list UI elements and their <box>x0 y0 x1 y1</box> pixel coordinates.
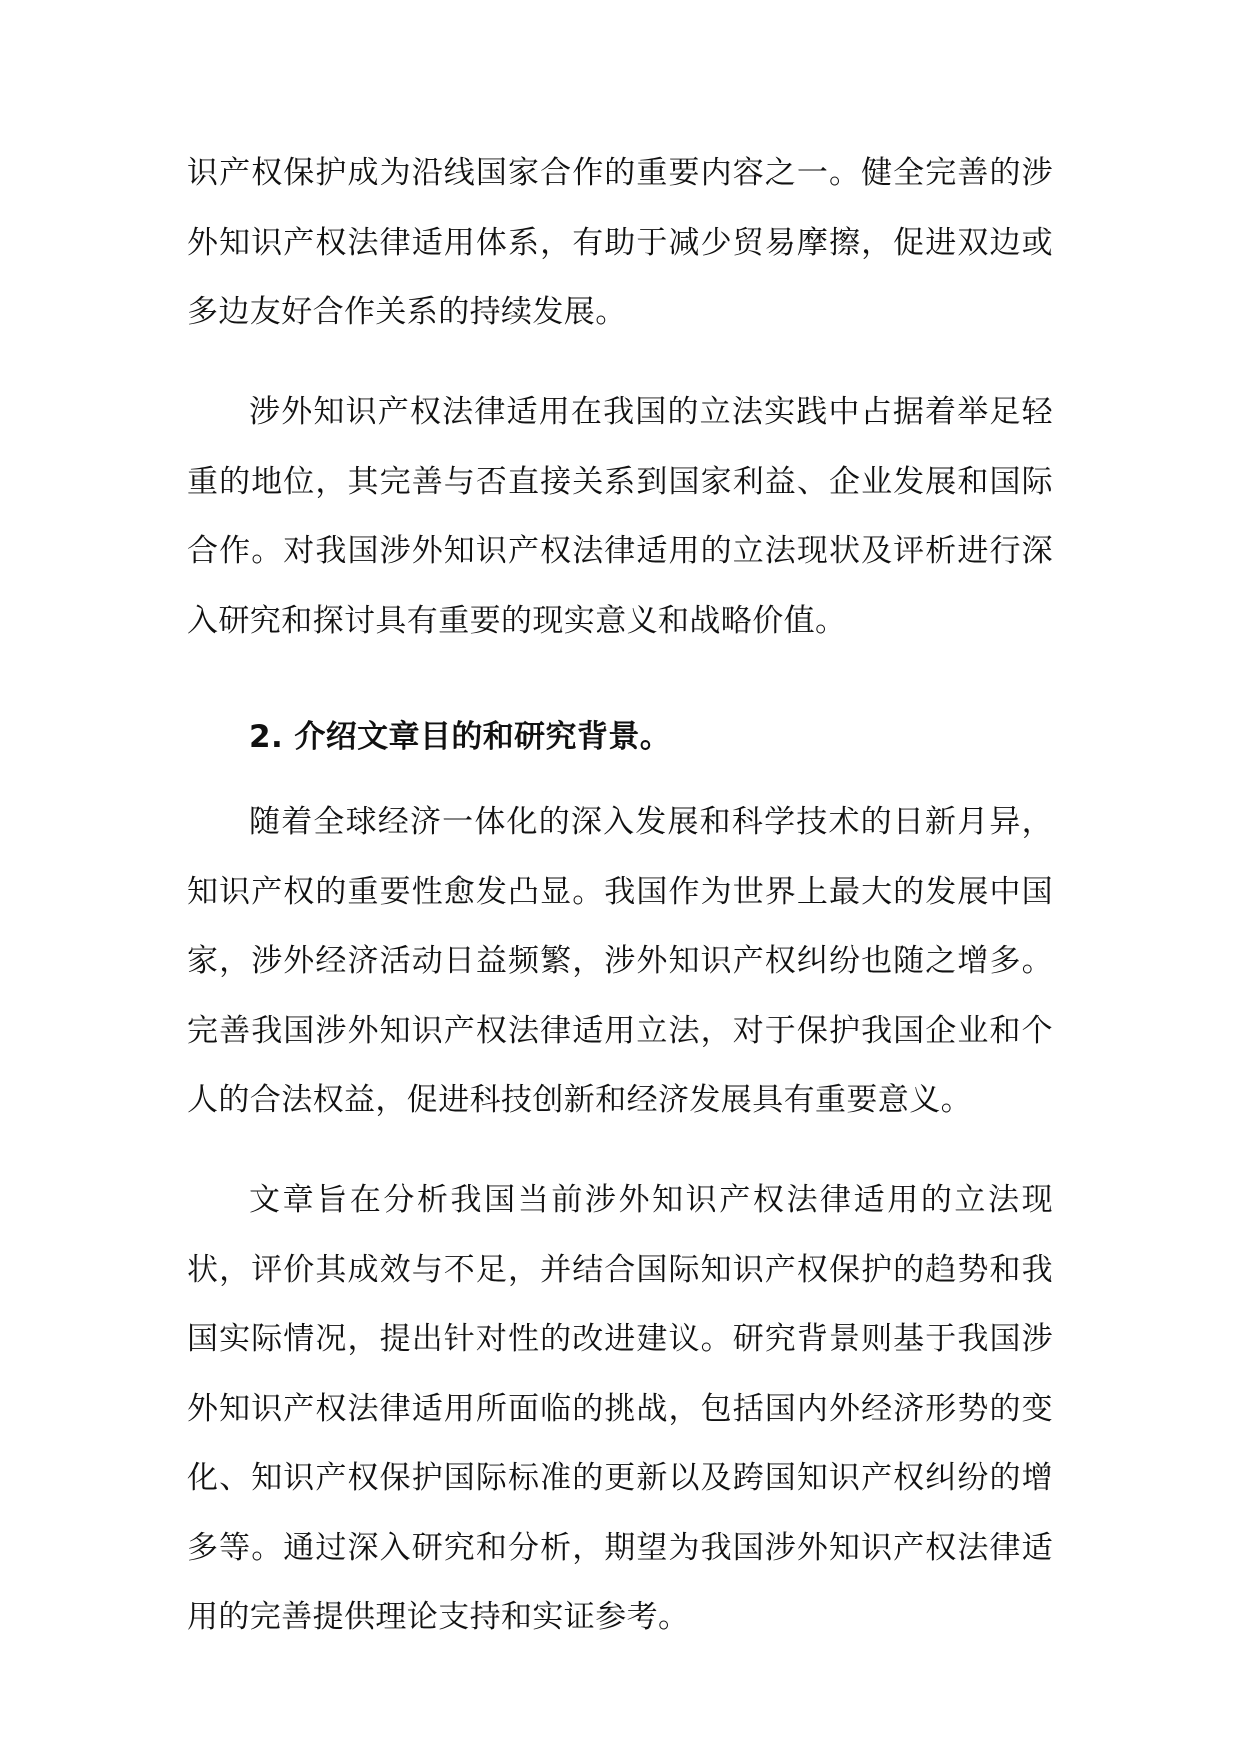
section-heading: 2. 介绍文章目的和研究背景。 <box>249 719 672 755</box>
paragraph-purpose: 文章旨在分析我国当前涉外知识产权法律适用的立法现状，评价其成效与不足，并结合国际知识产权保护的趋势和我国实际情况，提出针对性的改进建议。研究背景则基于我国涉外知识产权法律适用所面临的挑战，包括国内外经济形势的变化、知识产权保护国际标准的更新以及跨国知识产权纠纷的增多等。通过深入研究和分析，期望为我国涉外知识产权法律适用的完善提供理论支持和实证参考。 <box>187 1182 1053 1635</box>
paragraph-continuation: 识产权保护成为沿线国家合作的重要内容之一。健全完善的涉外知识产权法律适用体系，有助于减少贸易摩擦，促进双边或多边友好合作关系的持续发展。 <box>187 155 1053 330</box>
paragraph-legislative-status: 涉外知识产权法律适用在我国的立法实践中占据着举足轻重的地位，其完善与否直接关系到国家利益、企业发展和国际合作。对我国涉外知识产权法律适用的立法现状及评析进行深入研究和探讨具有重要的现实意义和战略价值。 <box>187 394 1053 639</box>
paragraph-background: 随着全球经济一体化的深入发展和科学技术的日新月异，知识产权的重要性愈发凸显。我国作为世界上最大的发展中国家，涉外经济活动日益频繁，涉外知识产权纠纷也随之增多。完善我国涉外知识产权法律适用立法，对于保护我国企业和个人的合法权益，促进科技创新和经济发展具有重要意义。 <box>187 804 1053 1118</box>
